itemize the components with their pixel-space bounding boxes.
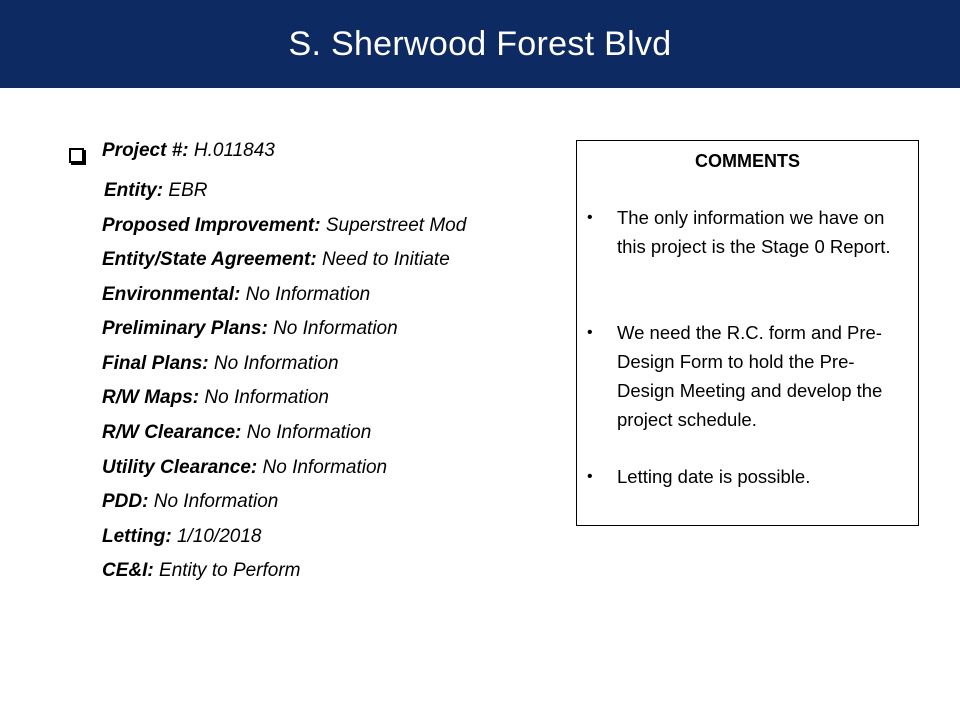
info-value: Need to Initiate: [321, 249, 450, 270]
slide-title: S. Sherwood Forest Blvd: [288, 24, 672, 63]
info-label: Final Plans:: [102, 353, 209, 374]
info-value: No Information: [262, 457, 388, 478]
info-label: Utility Clearance:: [102, 457, 258, 478]
title-bar: [0, 0, 960, 88]
info-value: No Information: [273, 318, 398, 339]
info-label: Entity:: [104, 180, 164, 201]
info-value: No Information: [245, 284, 371, 305]
bullet-icon: •: [587, 209, 593, 226]
info-preliminary-plans: [102, 317, 398, 341]
info-cei: [102, 559, 301, 583]
info-pdd: [102, 490, 278, 514]
info-value: H.011843: [193, 140, 275, 161]
comment-text: The only information we have on this project is the Stage 0 Report.: [617, 207, 891, 257]
info-value: No Information: [246, 422, 372, 443]
info-rw-clearance: [102, 421, 371, 445]
comments-heading: COMMENTS: [695, 151, 800, 171]
info-value: No Information: [213, 353, 339, 374]
info-entity-state-agreement: [102, 248, 450, 272]
bullet-icon: •: [587, 468, 593, 485]
info-entity: [104, 179, 207, 203]
comment-text: We need the R.C. form and Pre-Design Form to hold the Pre-Design Meeting and develop the project schedule.: [617, 322, 883, 430]
info-utility-clearance: [102, 456, 387, 480]
info-value: Entity to Perform: [159, 560, 301, 581]
info-label: R/W Clearance:: [102, 422, 242, 443]
checkbox-bullet-icon: [69, 148, 84, 163]
info-value: 1/10/2018: [176, 526, 262, 547]
info-value: No Information: [204, 387, 330, 408]
info-value: No Information: [153, 491, 279, 512]
info-rw-maps: [102, 386, 329, 410]
info-value: EBR: [168, 180, 208, 201]
info-project-number: [102, 139, 275, 163]
info-label: Environmental:: [102, 284, 241, 305]
bullet-icon: •: [587, 324, 593, 341]
info-label: Project #:: [102, 140, 189, 161]
info-environmental: [102, 283, 370, 307]
info-label: Letting:: [102, 526, 172, 547]
info-label: R/W Maps:: [102, 387, 200, 408]
info-label: PDD:: [102, 491, 149, 512]
info-label: Preliminary Plans:: [102, 318, 268, 339]
info-letting: [102, 525, 261, 549]
info-proposed-improvement: [102, 214, 466, 238]
info-label: Entity/State Agreement:: [102, 249, 317, 270]
info-label: Proposed Improvement:: [102, 215, 321, 236]
info-value: Superstreet Mod: [325, 215, 467, 236]
comments-box: [576, 140, 919, 526]
comment-text: Letting date is possible.: [617, 466, 811, 487]
info-label: CE&I:: [102, 560, 154, 581]
info-final-plans: [102, 352, 339, 376]
